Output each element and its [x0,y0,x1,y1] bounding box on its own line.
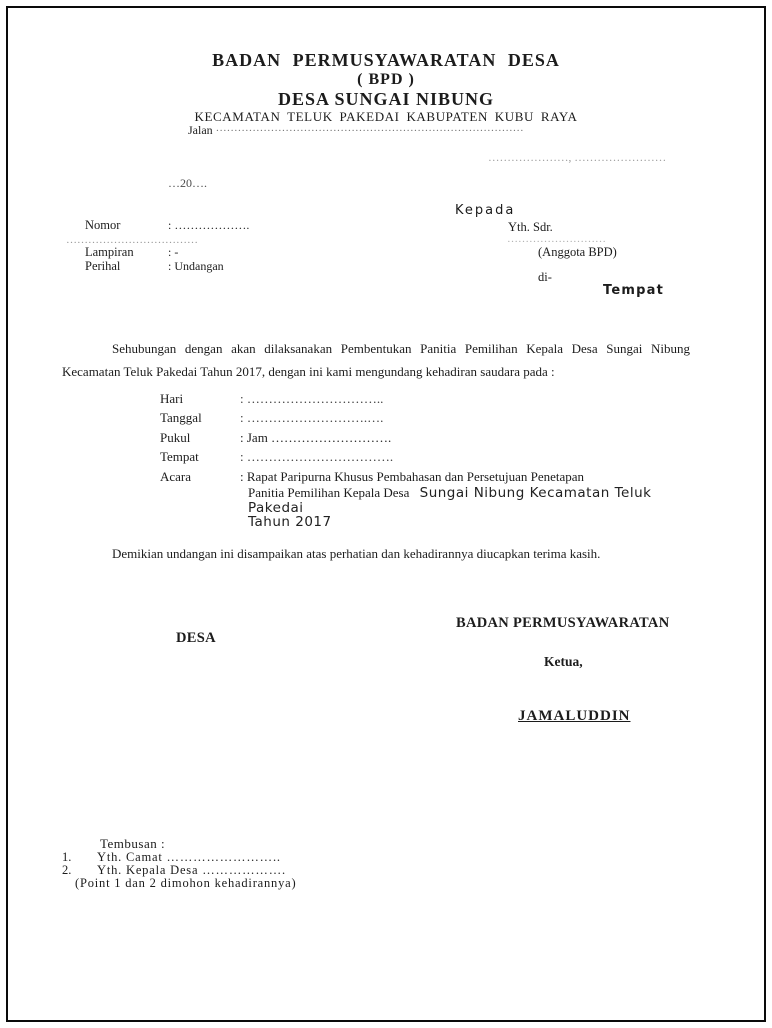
detail-tempat-value: : ……………………………. [240,449,394,464]
detail-acara-line1: : Rapat Paripurna Khusus Pembahasan dan Persetujuan Penetapan [240,469,585,484]
letterhead-street-line [188,122,524,138]
detail-acara-line2 [248,485,651,501]
tembusan-item2-text: Yth. Kepala Desa ………………. [97,863,286,877]
recipient-dotted-blank: ……………………… [507,233,606,245]
lampiran-label: Lampiran [85,245,134,259]
detail-acara-label: Acara [160,469,192,484]
nomor-value: : ………………. [168,218,250,232]
tembusan-item1-text: Yth. Camat …………………….. [97,850,281,864]
place-date-dotted-blank: …………………, …………………… [488,152,667,164]
detail-hari-value: : ………………………….. [240,391,384,406]
perihal-value: : Undangan [168,259,224,273]
lampiran-value: : - [168,245,179,259]
signature-name: JAMALUDDIN [518,708,631,724]
acara-line2-serif: Panitia Pemilihan Kepala Desa [248,485,410,500]
tembusan-item2-number: 2. [62,863,72,877]
perihal-label: Perihal [85,259,121,273]
detail-pukul-label: Pukul [160,430,191,445]
signature-org-line1: BADAN PERMUSYAWARATAN [456,615,670,631]
street-dotted-blank: ………………………………………………………………………… [215,122,524,134]
signature-org-line2: DESA [176,630,216,646]
detail-tanggal-label: Tanggal [160,410,202,425]
letterhead-district-line: KECAMATAN TELUK PAKEDAI KABUPATEN KUBU RAYA [194,109,578,124]
detail-acara-line3: Pakedai [248,500,304,516]
tembusan-item1-number: 1. [62,850,72,864]
nomor-label: Nomor [85,218,121,232]
acara-line2-sans: Sungai Nibung Kecamatan Teluk [419,485,652,501]
recipient-place: Tempat [603,283,664,298]
recipient-di: di- [538,270,552,284]
detail-tempat-label: Tempat [160,449,199,464]
closing-paragraph: Demikian undangan ini disampaikan atas perhatian dan kehadirannya diucapkan terima kasih. [112,546,601,561]
letterhead-abbreviation: ( BPD ) [357,71,415,88]
recipient-kepada: Kepada [455,203,516,218]
detail-tanggal-value: : ……………………….…. [240,410,384,425]
tembusan-heading: Tembusan : [100,836,166,851]
recipient-role: (Anggota BPD) [538,245,617,259]
detail-hari-label: Hari [160,391,184,406]
letterhead-org-name: BADAN PERMUSYAWARATAN DESA [212,50,560,70]
street-label: Jalan [188,123,213,137]
tembusan-note: (Point 1 dan 2 dimohon kehadirannya) [75,876,297,890]
date-year-wrap: …20…. [168,176,207,190]
opening-paragraph: Sehubungan dengan akan dilaksanakan Pembentukan Panitia Pemilihan Kepala Desa Sungai Nibung Kecamatan Teluk Pakedai Tahun 2017, dengan ini kami mengundang kehadiran saudara pada : [62,341,690,379]
detail-acara-line4: Tahun 2017 [248,514,332,530]
detail-pukul-value: : Jam ………………………. [240,430,392,445]
letterhead-village-name: DESA SUNGAI NIBUNG [277,89,495,109]
nomor-dotted-wrap: ……………………………… [66,234,198,246]
recipient-to: Yth. Sdr. [508,220,553,234]
signature-title: Ketua, [544,654,583,669]
